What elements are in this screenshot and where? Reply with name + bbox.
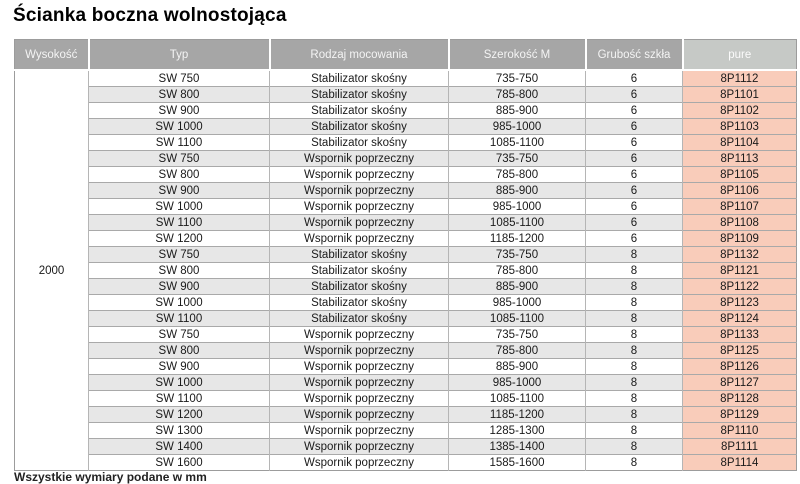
rodzaj-mocowania-cell: Wspornik poprzeczny — [270, 167, 449, 183]
table-row — [15, 151, 797, 167]
typ-cell: SW 1100 — [89, 215, 270, 231]
rodzaj-mocowania-cell: Wspornik poprzeczny — [270, 359, 449, 375]
col-header-rodzaj-mocowania: Rodzaj mocowania — [270, 40, 449, 71]
table-row — [15, 311, 797, 327]
szerokosc-cell: 885-900 — [449, 279, 586, 295]
table-row — [15, 279, 797, 295]
page-title: Ścianka boczna wolnostojąca — [13, 5, 287, 26]
table-row — [15, 263, 797, 279]
table-row — [15, 231, 797, 247]
pure-cell: 8P1103 — [683, 119, 797, 135]
szerokosc-cell: 735-750 — [449, 327, 586, 343]
pure-cell: 8P1105 — [683, 167, 797, 183]
szerokosc-cell: 735-750 — [449, 151, 586, 167]
rodzaj-mocowania-cell: Wspornik poprzeczny — [270, 439, 449, 455]
szerokosc-cell: 1085-1100 — [449, 135, 586, 151]
szerokosc-cell: 785-800 — [449, 87, 586, 103]
rodzaj-mocowania-cell: Wspornik poprzeczny — [270, 391, 449, 407]
rodzaj-mocowania-cell: Wspornik poprzeczny — [270, 375, 449, 391]
clipped-footer-text: Wszystkie wymiary podane w mm — [14, 470, 207, 484]
pure-cell: 8P1124 — [683, 311, 797, 327]
szerokosc-cell: 785-800 — [449, 167, 586, 183]
szerokosc-cell: 1085-1100 — [449, 215, 586, 231]
szerokosc-cell: 985-1000 — [449, 199, 586, 215]
typ-cell: SW 800 — [89, 167, 270, 183]
grubosc-cell: 8 — [586, 295, 683, 311]
table-row — [15, 343, 797, 359]
typ-cell: SW 1100 — [89, 391, 270, 407]
table-row — [15, 439, 797, 455]
pure-cell: 8P1108 — [683, 215, 797, 231]
rodzaj-mocowania-cell: Stabilizator skośny — [270, 247, 449, 263]
szerokosc-cell: 985-1000 — [449, 375, 586, 391]
product-spec-table — [14, 39, 797, 471]
rodzaj-mocowania-cell: Stabilizator skośny — [270, 311, 449, 327]
pure-cell: 8P1121 — [683, 263, 797, 279]
szerokosc-cell: 735-750 — [449, 247, 586, 263]
typ-cell: SW 1100 — [89, 311, 270, 327]
table-row — [15, 183, 797, 199]
szerokosc-cell: 785-800 — [449, 343, 586, 359]
table-row — [15, 135, 797, 151]
typ-cell: SW 1200 — [89, 407, 270, 423]
grubosc-cell: 8 — [586, 263, 683, 279]
pure-cell: 8P1113 — [683, 151, 797, 167]
typ-cell: SW 1000 — [89, 119, 270, 135]
grubosc-cell: 6 — [586, 135, 683, 151]
rodzaj-mocowania-cell: Wspornik poprzeczny — [270, 215, 449, 231]
table-body — [15, 70, 797, 471]
rodzaj-mocowania-cell: Stabilizator skośny — [270, 263, 449, 279]
szerokosc-cell: 1185-1200 — [449, 231, 586, 247]
grubosc-cell: 8 — [586, 327, 683, 343]
grubosc-cell: 8 — [586, 375, 683, 391]
grubosc-cell: 8 — [586, 423, 683, 439]
rodzaj-mocowania-cell: Wspornik poprzeczny — [270, 455, 449, 471]
rodzaj-mocowania-cell: Wspornik poprzeczny — [270, 183, 449, 199]
typ-cell: SW 1000 — [89, 199, 270, 215]
szerokosc-cell: 1085-1100 — [449, 391, 586, 407]
pure-cell: 8P1133 — [683, 327, 797, 343]
typ-cell: SW 800 — [89, 263, 270, 279]
grubosc-cell: 6 — [586, 151, 683, 167]
szerokosc-cell: 1085-1100 — [449, 311, 586, 327]
pure-cell: 8P1110 — [683, 423, 797, 439]
rodzaj-mocowania-cell: Stabilizator skośny — [270, 119, 449, 135]
table-row — [15, 455, 797, 471]
grubosc-cell: 8 — [586, 359, 683, 375]
typ-cell: SW 1100 — [89, 135, 270, 151]
typ-cell: SW 1200 — [89, 231, 270, 247]
typ-cell: SW 1400 — [89, 439, 270, 455]
typ-cell: SW 750 — [89, 247, 270, 263]
typ-cell: SW 900 — [89, 359, 270, 375]
rodzaj-mocowania-cell: Stabilizator skośny — [270, 70, 449, 87]
typ-cell: SW 900 — [89, 279, 270, 295]
table-row — [15, 247, 797, 263]
szerokosc-cell: 885-900 — [449, 359, 586, 375]
pure-cell: 8P1129 — [683, 407, 797, 423]
grubosc-cell: 6 — [586, 103, 683, 119]
grubosc-cell: 6 — [586, 87, 683, 103]
szerokosc-cell: 1585-1600 — [449, 455, 586, 471]
col-header-szerokosc-m: Szerokość M — [449, 40, 586, 71]
grubosc-cell: 6 — [586, 215, 683, 231]
grubosc-cell: 8 — [586, 407, 683, 423]
pure-cell: 8P1102 — [683, 103, 797, 119]
col-header-typ: Typ — [89, 40, 270, 71]
table-row — [15, 391, 797, 407]
pure-cell: 8P1122 — [683, 279, 797, 295]
table-row — [15, 423, 797, 439]
table-row — [15, 119, 797, 135]
pure-cell: 8P1126 — [683, 359, 797, 375]
szerokosc-cell: 1285-1300 — [449, 423, 586, 439]
rodzaj-mocowania-cell: Wspornik poprzeczny — [270, 231, 449, 247]
pure-cell: 8P1107 — [683, 199, 797, 215]
pure-cell: 8P1114 — [683, 455, 797, 471]
rodzaj-mocowania-cell: Wspornik poprzeczny — [270, 199, 449, 215]
rodzaj-mocowania-cell: Wspornik poprzeczny — [270, 343, 449, 359]
grubosc-cell: 8 — [586, 343, 683, 359]
rodzaj-mocowania-cell: Wspornik poprzeczny — [270, 423, 449, 439]
typ-cell: SW 750 — [89, 70, 270, 87]
rodzaj-mocowania-cell: Stabilizator skośny — [270, 87, 449, 103]
table-row — [15, 375, 797, 391]
pure-cell: 8P1127 — [683, 375, 797, 391]
table-row — [15, 87, 797, 103]
pure-cell: 8P1104 — [683, 135, 797, 151]
typ-cell: SW 800 — [89, 343, 270, 359]
col-header-wysokosc: Wysokość — [15, 40, 89, 71]
szerokosc-cell: 1185-1200 — [449, 407, 586, 423]
table-row — [15, 70, 797, 87]
pure-cell: 8P1112 — [683, 70, 797, 87]
pure-cell: 8P1132 — [683, 247, 797, 263]
szerokosc-cell: 985-1000 — [449, 119, 586, 135]
rodzaj-mocowania-cell: Stabilizator skośny — [270, 103, 449, 119]
typ-cell: SW 750 — [89, 151, 270, 167]
grubosc-cell: 6 — [586, 231, 683, 247]
table-row — [15, 295, 797, 311]
table-row — [15, 167, 797, 183]
grubosc-cell: 8 — [586, 439, 683, 455]
table-header — [15, 40, 797, 71]
typ-cell: SW 900 — [89, 103, 270, 119]
rodzaj-mocowania-cell: Wspornik poprzeczny — [270, 327, 449, 343]
rodzaj-mocowania-cell: Wspornik poprzeczny — [270, 151, 449, 167]
typ-cell: SW 1000 — [89, 375, 270, 391]
grubosc-cell: 8 — [586, 391, 683, 407]
typ-cell: SW 900 — [89, 183, 270, 199]
grubosc-cell: 6 — [586, 119, 683, 135]
col-header-grubosc-szkla: Grubość szkła — [586, 40, 683, 71]
typ-cell: SW 1300 — [89, 423, 270, 439]
pure-cell: 8P1123 — [683, 295, 797, 311]
typ-cell: SW 750 — [89, 327, 270, 343]
grubosc-cell: 6 — [586, 199, 683, 215]
rodzaj-mocowania-cell: Stabilizator skośny — [270, 135, 449, 151]
table-row — [15, 103, 797, 119]
pure-cell: 8P1101 — [683, 87, 797, 103]
szerokosc-cell: 885-900 — [449, 103, 586, 119]
szerokosc-cell: 1385-1400 — [449, 439, 586, 455]
col-header-pure: pure — [683, 40, 797, 71]
pure-cell: 8P1111 — [683, 439, 797, 455]
rodzaj-mocowania-cell: Stabilizator skośny — [270, 295, 449, 311]
pure-cell: 8P1125 — [683, 343, 797, 359]
typ-cell: SW 1000 — [89, 295, 270, 311]
szerokosc-cell: 735-750 — [449, 70, 586, 87]
grubosc-cell: 8 — [586, 455, 683, 471]
table-row — [15, 327, 797, 343]
table-row — [15, 407, 797, 423]
typ-cell: SW 800 — [89, 87, 270, 103]
pure-cell: 8P1109 — [683, 231, 797, 247]
szerokosc-cell: 785-800 — [449, 263, 586, 279]
pure-cell: 8P1106 — [683, 183, 797, 199]
table-row — [15, 359, 797, 375]
table-row — [15, 215, 797, 231]
grubosc-cell: 8 — [586, 311, 683, 327]
grubosc-cell: 6 — [586, 70, 683, 87]
header-row — [15, 40, 797, 71]
pure-cell: 8P1128 — [683, 391, 797, 407]
szerokosc-cell: 885-900 — [449, 183, 586, 199]
grubosc-cell: 8 — [586, 279, 683, 295]
rodzaj-mocowania-cell: Wspornik poprzeczny — [270, 407, 449, 423]
height-merged-cell: 2000 — [15, 70, 89, 471]
grubosc-cell: 6 — [586, 167, 683, 183]
rodzaj-mocowania-cell: Stabilizator skośny — [270, 279, 449, 295]
table-row — [15, 199, 797, 215]
grubosc-cell: 6 — [586, 183, 683, 199]
szerokosc-cell: 985-1000 — [449, 295, 586, 311]
grubosc-cell: 8 — [586, 247, 683, 263]
typ-cell: SW 1600 — [89, 455, 270, 471]
